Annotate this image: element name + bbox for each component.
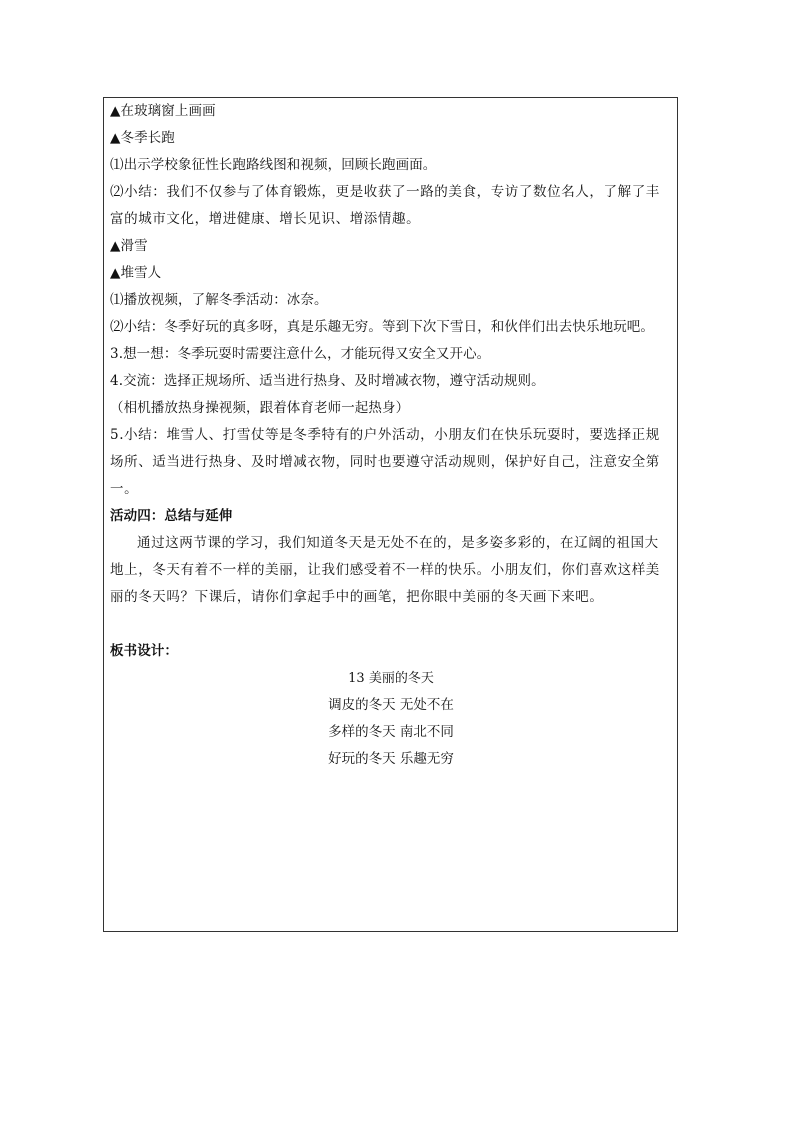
content-table-cell [103, 97, 678, 932]
text-line: ▲在玻璃窗上画画 [110, 103, 216, 119]
text-line: 3.想一想：冬季玩耍时需要注意什么，才能玩得又安全又开心。 [110, 346, 491, 362]
activity-heading: 活动四：总结与延伸 [110, 508, 233, 524]
board-design [110, 665, 672, 773]
text-line: ▲冬季长跑 [110, 130, 175, 146]
text-line: （相机播放热身操视频，跟着体育老师一起热身） [110, 400, 410, 416]
text-paragraph: ⑵小结：我们不仅参与了体育锻炼，更是收获了一路的美食，专访了数位名人，了解了丰富的城市文化，增进健康、增长见识、增添情趣。 [110, 184, 660, 227]
text-line: ▲滑雪 [110, 238, 148, 254]
board-row: 好玩的冬天 乐趣无穷 [328, 751, 454, 767]
board-title: 13 美丽的冬天 [348, 671, 434, 686]
text-line: ⑵小结：冬季好玩的真多呀，真是乐趣无穷。等到下次下雪日，和伙伴们出去快乐地玩吧。 [110, 319, 654, 335]
board-row: 调皮的冬天 无处不在 [328, 697, 454, 713]
text-line: 4.交流：选择正规场所、适当进行热身、及时增减衣物，遵守活动规则。 [110, 373, 545, 389]
text-paragraph: 5.小结：堆雪人、打雪仗等是冬季特有的户外活动，小朋友们在快乐玩耍时，要选择正规场所、适当进行热身、及时增减衣物，同时也要遵守活动规则，保护好自己，注意安全第一。 [110, 427, 660, 497]
text-line: ⑴出示学校象征性长跑路线图和视频，回顾长跑画面。 [110, 157, 437, 173]
board-row: 多样的冬天 南北不同 [328, 724, 454, 740]
spacer [110, 611, 672, 638]
lesson-content [110, 98, 672, 773]
text-line: ▲堆雪人 [110, 265, 162, 281]
summary-paragraph: 通过这两节课的学习，我们知道冬天是无处不在的，是多姿多彩的，在辽阔的祖国大地上，冬天有着不一样的美丽，让我们感受着不一样的快乐。小朋友们，你们喜欢这样美丽的冬天吗？下课后，请你们拿起手中的画笔，把你眼中美丽的冬天画下来吧。 [110, 535, 660, 605]
text-line: ⑴播放视频，了解冬季活动：冰奈。 [110, 292, 328, 308]
board-design-label: 板书设计： [110, 643, 178, 659]
